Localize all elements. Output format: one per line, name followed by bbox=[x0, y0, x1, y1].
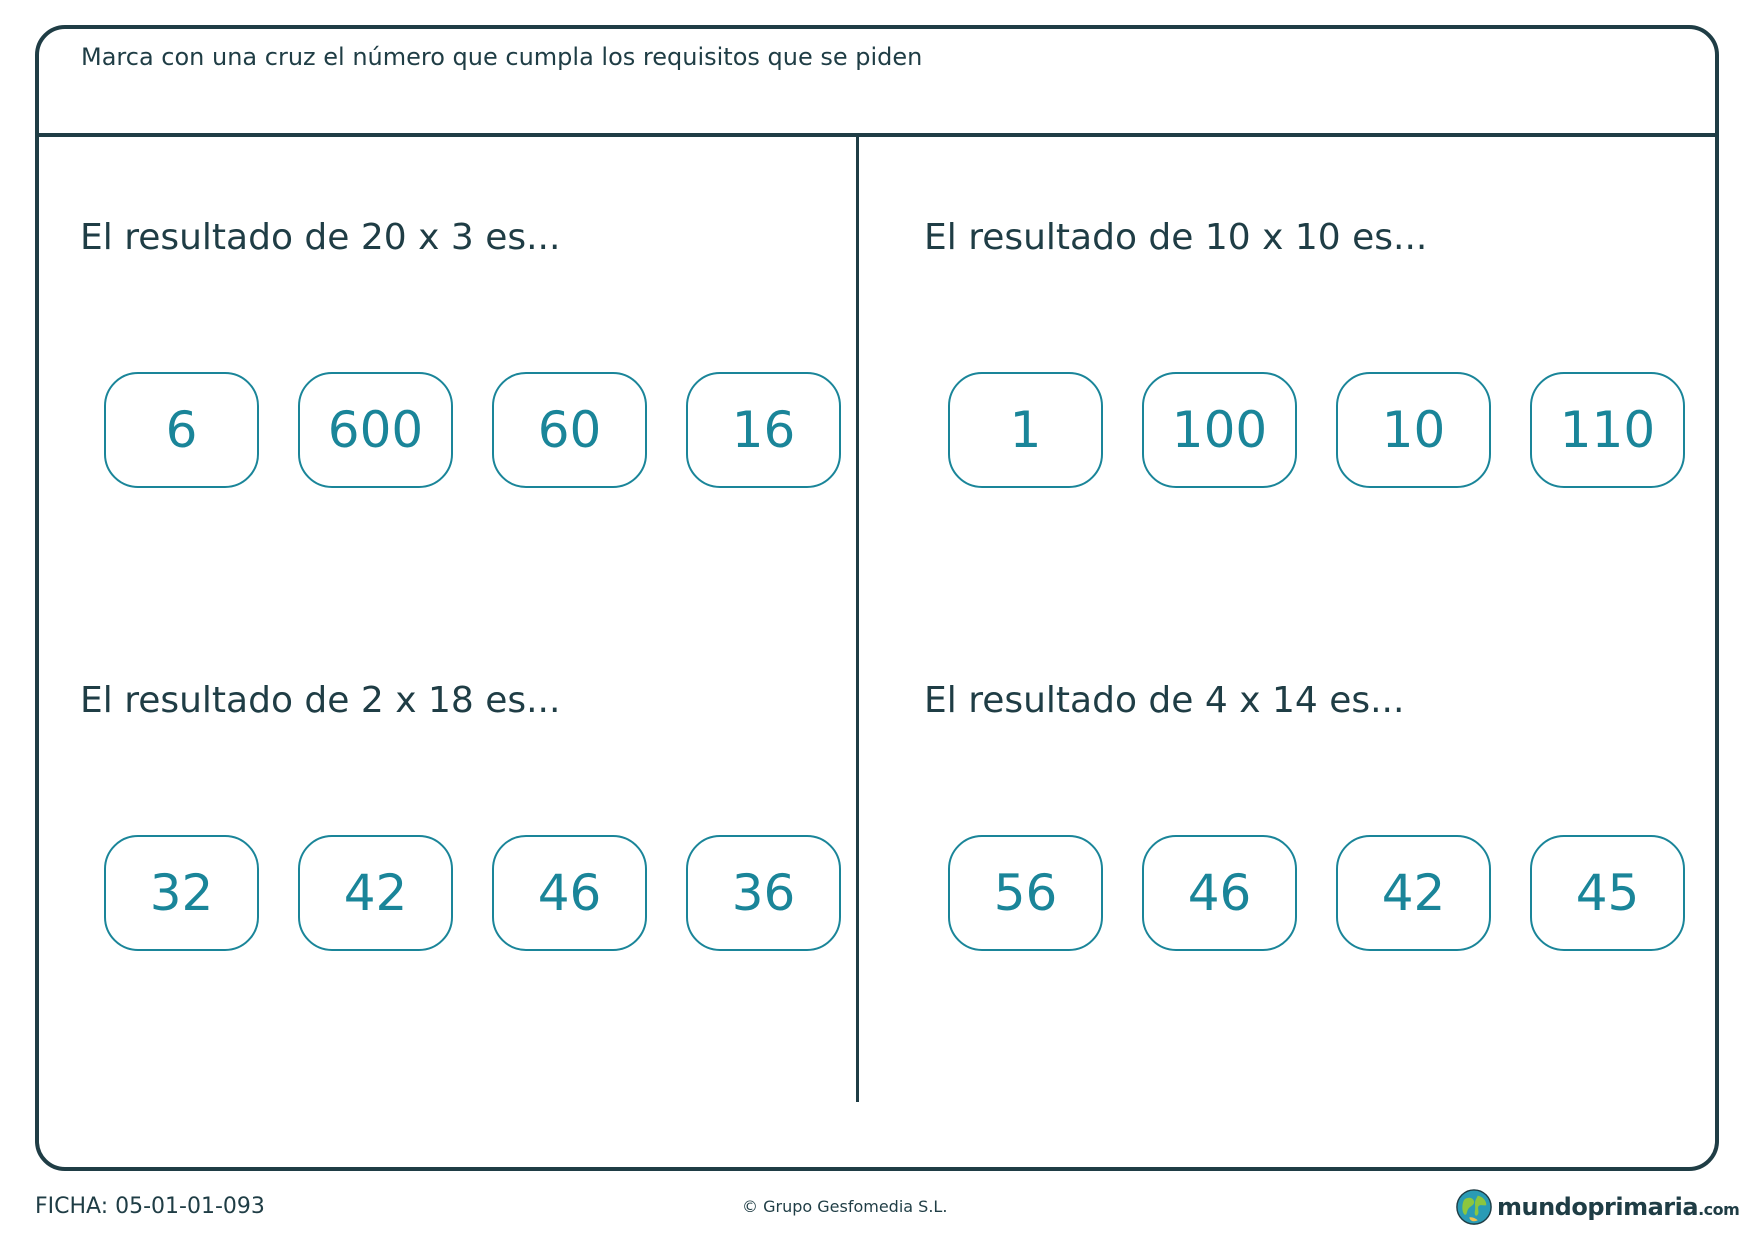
site-logo[interactable] bbox=[1455, 1188, 1739, 1226]
question-prompt: El resultado de 2 x 18 es... bbox=[80, 680, 561, 721]
answer-option[interactable]: 36 bbox=[686, 835, 841, 951]
answer-option[interactable]: 1 bbox=[948, 372, 1103, 488]
answer-options bbox=[104, 372, 841, 488]
answer-option[interactable]: 46 bbox=[492, 835, 647, 951]
answer-options bbox=[948, 372, 1685, 488]
answer-option[interactable]: 42 bbox=[298, 835, 453, 951]
instruction-header bbox=[39, 29, 1715, 137]
instruction-text: Marca con una cruz el número que cumpla los requisitos que se piden bbox=[81, 43, 923, 71]
answer-option[interactable]: 6 bbox=[104, 372, 259, 488]
logo-main-text: mundoprimaria bbox=[1497, 1193, 1699, 1221]
answer-option[interactable]: 32 bbox=[104, 835, 259, 951]
answer-option[interactable]: 45 bbox=[1530, 835, 1685, 951]
question-block-4 bbox=[924, 680, 1704, 1100]
question-block-1 bbox=[80, 217, 860, 637]
answer-option[interactable]: 42 bbox=[1336, 835, 1491, 951]
question-prompt: El resultado de 20 x 3 es... bbox=[80, 217, 561, 258]
logo-suffix-text: .com bbox=[1698, 1200, 1740, 1219]
copyright-text: © Grupo Gesfomedia S.L. bbox=[742, 1197, 948, 1216]
question-prompt: El resultado de 4 x 14 es... bbox=[924, 680, 1405, 721]
answer-option[interactable]: 46 bbox=[1142, 835, 1297, 951]
answer-option[interactable]: 56 bbox=[948, 835, 1103, 951]
answer-option[interactable]: 16 bbox=[686, 372, 841, 488]
question-prompt: El resultado de 10 x 10 es... bbox=[924, 217, 1428, 258]
question-block-2 bbox=[924, 217, 1704, 637]
answer-options bbox=[948, 835, 1685, 951]
answer-option[interactable]: 60 bbox=[492, 372, 647, 488]
answer-option[interactable]: 100 bbox=[1142, 372, 1297, 488]
answer-option[interactable]: 110 bbox=[1530, 372, 1685, 488]
answer-options bbox=[104, 835, 841, 951]
answer-option[interactable]: 10 bbox=[1336, 372, 1491, 488]
question-block-3 bbox=[80, 680, 860, 1100]
ficha-code: FICHA: 05-01-01-093 bbox=[35, 1194, 265, 1219]
answer-option[interactable]: 600 bbox=[298, 372, 453, 488]
logo-wordmark bbox=[1497, 1193, 1739, 1221]
globe-icon bbox=[1455, 1188, 1493, 1226]
